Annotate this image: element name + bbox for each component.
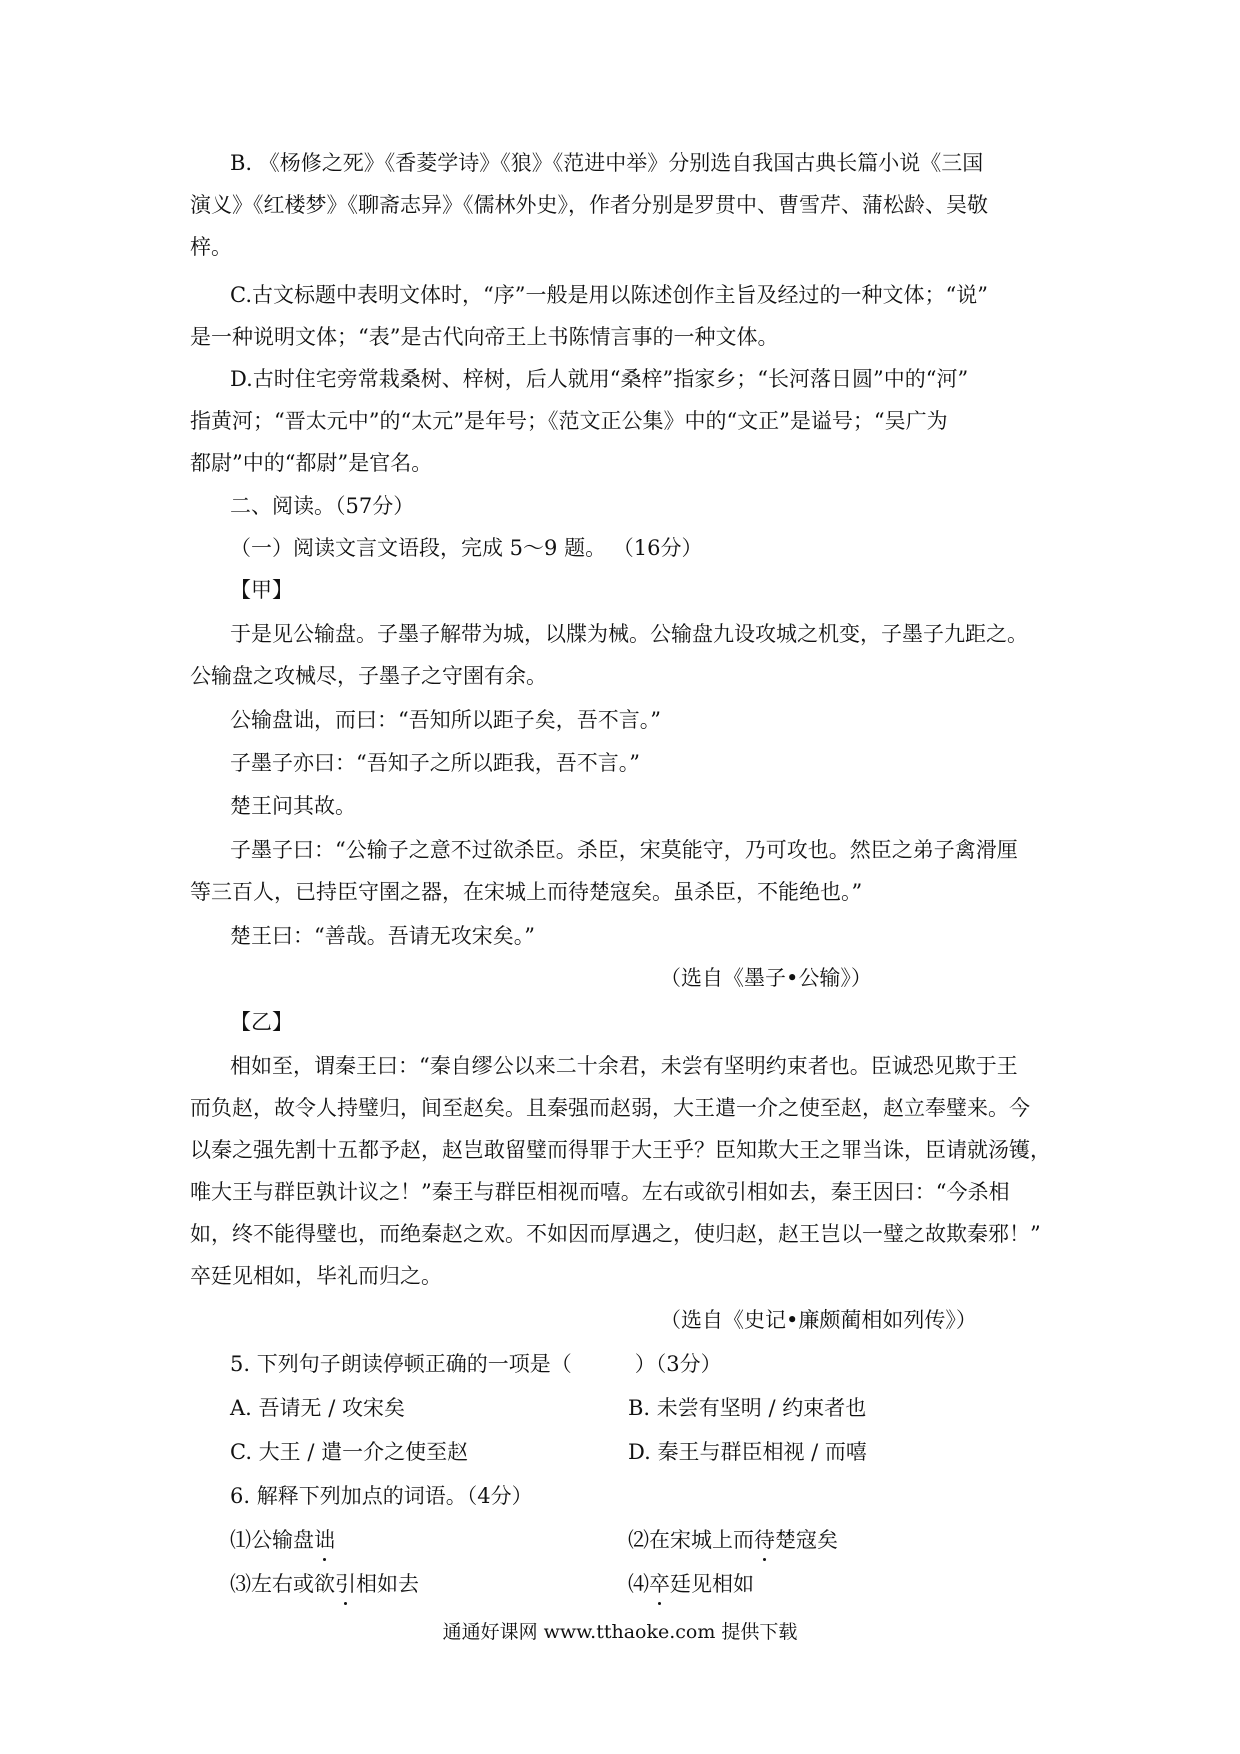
- q4-option-c-line-2: 是一种说明文体；“表”是古代向帝王上书陈情言事的一种文体。: [190, 325, 779, 349]
- q6-dotted-word: 诎: [314, 1525, 335, 1555]
- q5-stem: 5. 下列句子朗读停顿正确的一项是（ ）（3分）: [230, 1352, 722, 1376]
- passage-jia-line: 公输盘诎，而曰：“吾知所以距子矣，吾不言。”: [230, 708, 661, 732]
- q4-option-d-line-3: 都尉”中的“都尉”是官名。: [190, 451, 433, 475]
- q6-stem: 6. 解释下列加点的词语。（4分）: [230, 1484, 533, 1508]
- passage-yi-line: 以秦之强先割十五都予赵，赵岂敢留璧而得罪于大王乎？臣知欺大王之罪当诛，臣请就汤镬，: [190, 1138, 1051, 1162]
- passage-jia-source: （选自《墨子•公输》）: [660, 966, 872, 990]
- q5-option-c: C. 大王 / 遣一介之使至赵: [230, 1440, 469, 1464]
- passage-yi-label: 【乙】: [230, 1010, 293, 1034]
- q6-item-number: ⑶: [230, 1572, 251, 1596]
- passage-yi-line: 相如至，谓秦王曰：“秦自缪公以来二十余君，未尝有坚明约束者也。臣诚恐见欺于王: [230, 1054, 1018, 1078]
- q6-item-text: 在宋城上而: [649, 1528, 754, 1552]
- q6-dotted-word: 引: [335, 1569, 356, 1599]
- passage-jia-line: 等三百人，已持臣守圉之器，在宋城上而待楚寇矣。虽杀臣，不能绝也。”: [190, 880, 863, 904]
- q5-option-d: D. 秦王与群臣相视 / 而嘻: [628, 1440, 867, 1464]
- passage-yi-line: 而负赵，故令人持璧归，间至赵矣。且秦强而赵弱，大王遣一介之使至赵，赵立奉璧来。今: [190, 1096, 1030, 1120]
- q4-option-d-line-2: 指黄河；“晋太元中”的“太元”是年号；《范文正公集》中的“文正”是谥号；“吴广为: [190, 409, 948, 433]
- q6-item-text: 廷见相如: [670, 1572, 754, 1596]
- passage-jia-line: 子墨子曰：“公输子之意不过欲杀臣。杀臣，宋莫能守，乃可攻也。然臣之弟子禽滑厘: [230, 838, 1018, 862]
- passage-jia-line: 楚王问其故。: [230, 794, 356, 818]
- q4-option-b-line-1: B. 《杨修之死》《香菱学诗》《狼》《范进中举》分别选自我国古典长篇小说《三国: [230, 151, 984, 175]
- q6-item-1: [230, 1525, 335, 1555]
- q6-dotted-word: 待: [754, 1525, 775, 1555]
- q6-item-text: 左右或欲: [251, 1572, 335, 1596]
- q5-option-a: A. 吾请无 / 攻宋矣: [230, 1396, 405, 1420]
- passage-yi-source: （选自《史记•廉颇蔺相如列传》）: [660, 1308, 977, 1332]
- passage-jia-line: 子墨子亦曰：“吾知子之所以距我，吾不言。”: [230, 751, 640, 775]
- q6-item-number: ⑵: [628, 1528, 649, 1552]
- passage-yi-line: 如，终不能得璧也，而绝秦赵之欢。不如因而厚遇之，使归赵，赵王岂以一璧之故欺秦邪！”: [190, 1222, 1041, 1246]
- passage-jia-line: 楚王曰：“善哉。吾请无攻宋矣。”: [230, 924, 535, 948]
- passage-jia-label: 【甲】: [230, 578, 293, 602]
- q6-item-text: 公输盘: [251, 1528, 314, 1552]
- passage-yi-line: 卒廷见相如，毕礼而归之。: [190, 1264, 442, 1288]
- section-heading: 二、阅读。（57分）: [230, 494, 415, 518]
- page-footer: 通通好课网 www.tthaoke.com 提供下载: [442, 1621, 798, 1643]
- q6-item-3: [230, 1569, 419, 1599]
- q4-option-c-line-1: C.古文标题中表明文体时，“序”一般是用以陈述创作主旨及经过的一种文体；“说”: [230, 283, 988, 307]
- subsection-heading: （一）阅读文言文语段，完成 5～9 题。 （16分）: [230, 536, 703, 560]
- q6-item-number: ⑴: [230, 1528, 251, 1552]
- q4-option-b-line-2: 演义》《红楼梦》《聊斋志异》《儒林外史》，作者分别是罗贯中、曹雪芹、蒲松龄、吴敬: [190, 193, 988, 217]
- passage-jia-line: 公输盘之攻械尽，子墨子之守圉有余。: [190, 664, 547, 688]
- q5-option-b: B. 未尝有坚明 / 约束者也: [628, 1396, 867, 1420]
- passage-jia-line: 于是见公输盘。子墨子解带为城，以牒为械。公输盘九设攻城之机变，子墨子九距之。: [230, 622, 1028, 646]
- q6-dotted-word: 卒: [649, 1569, 670, 1599]
- q4-option-b-line-3: 梓。: [190, 235, 232, 259]
- q6-item-number: ⑷: [628, 1572, 649, 1596]
- q6-item-2: [628, 1525, 838, 1555]
- passage-yi-line: 唯大王与群臣孰计议之！”秦王与群臣相视而嘻。左右或欲引相如去，秦王因曰：“今杀相: [190, 1180, 1010, 1204]
- q4-option-d-line-1: D.古时住宅旁常栽桑树、梓树，后人就用“桑梓”指家乡；“长河落日圆”中的“河”: [230, 367, 969, 391]
- q6-item-text: 相如去: [356, 1572, 419, 1596]
- q6-item-4: [628, 1569, 754, 1599]
- q6-item-text: 楚寇矣: [775, 1528, 838, 1552]
